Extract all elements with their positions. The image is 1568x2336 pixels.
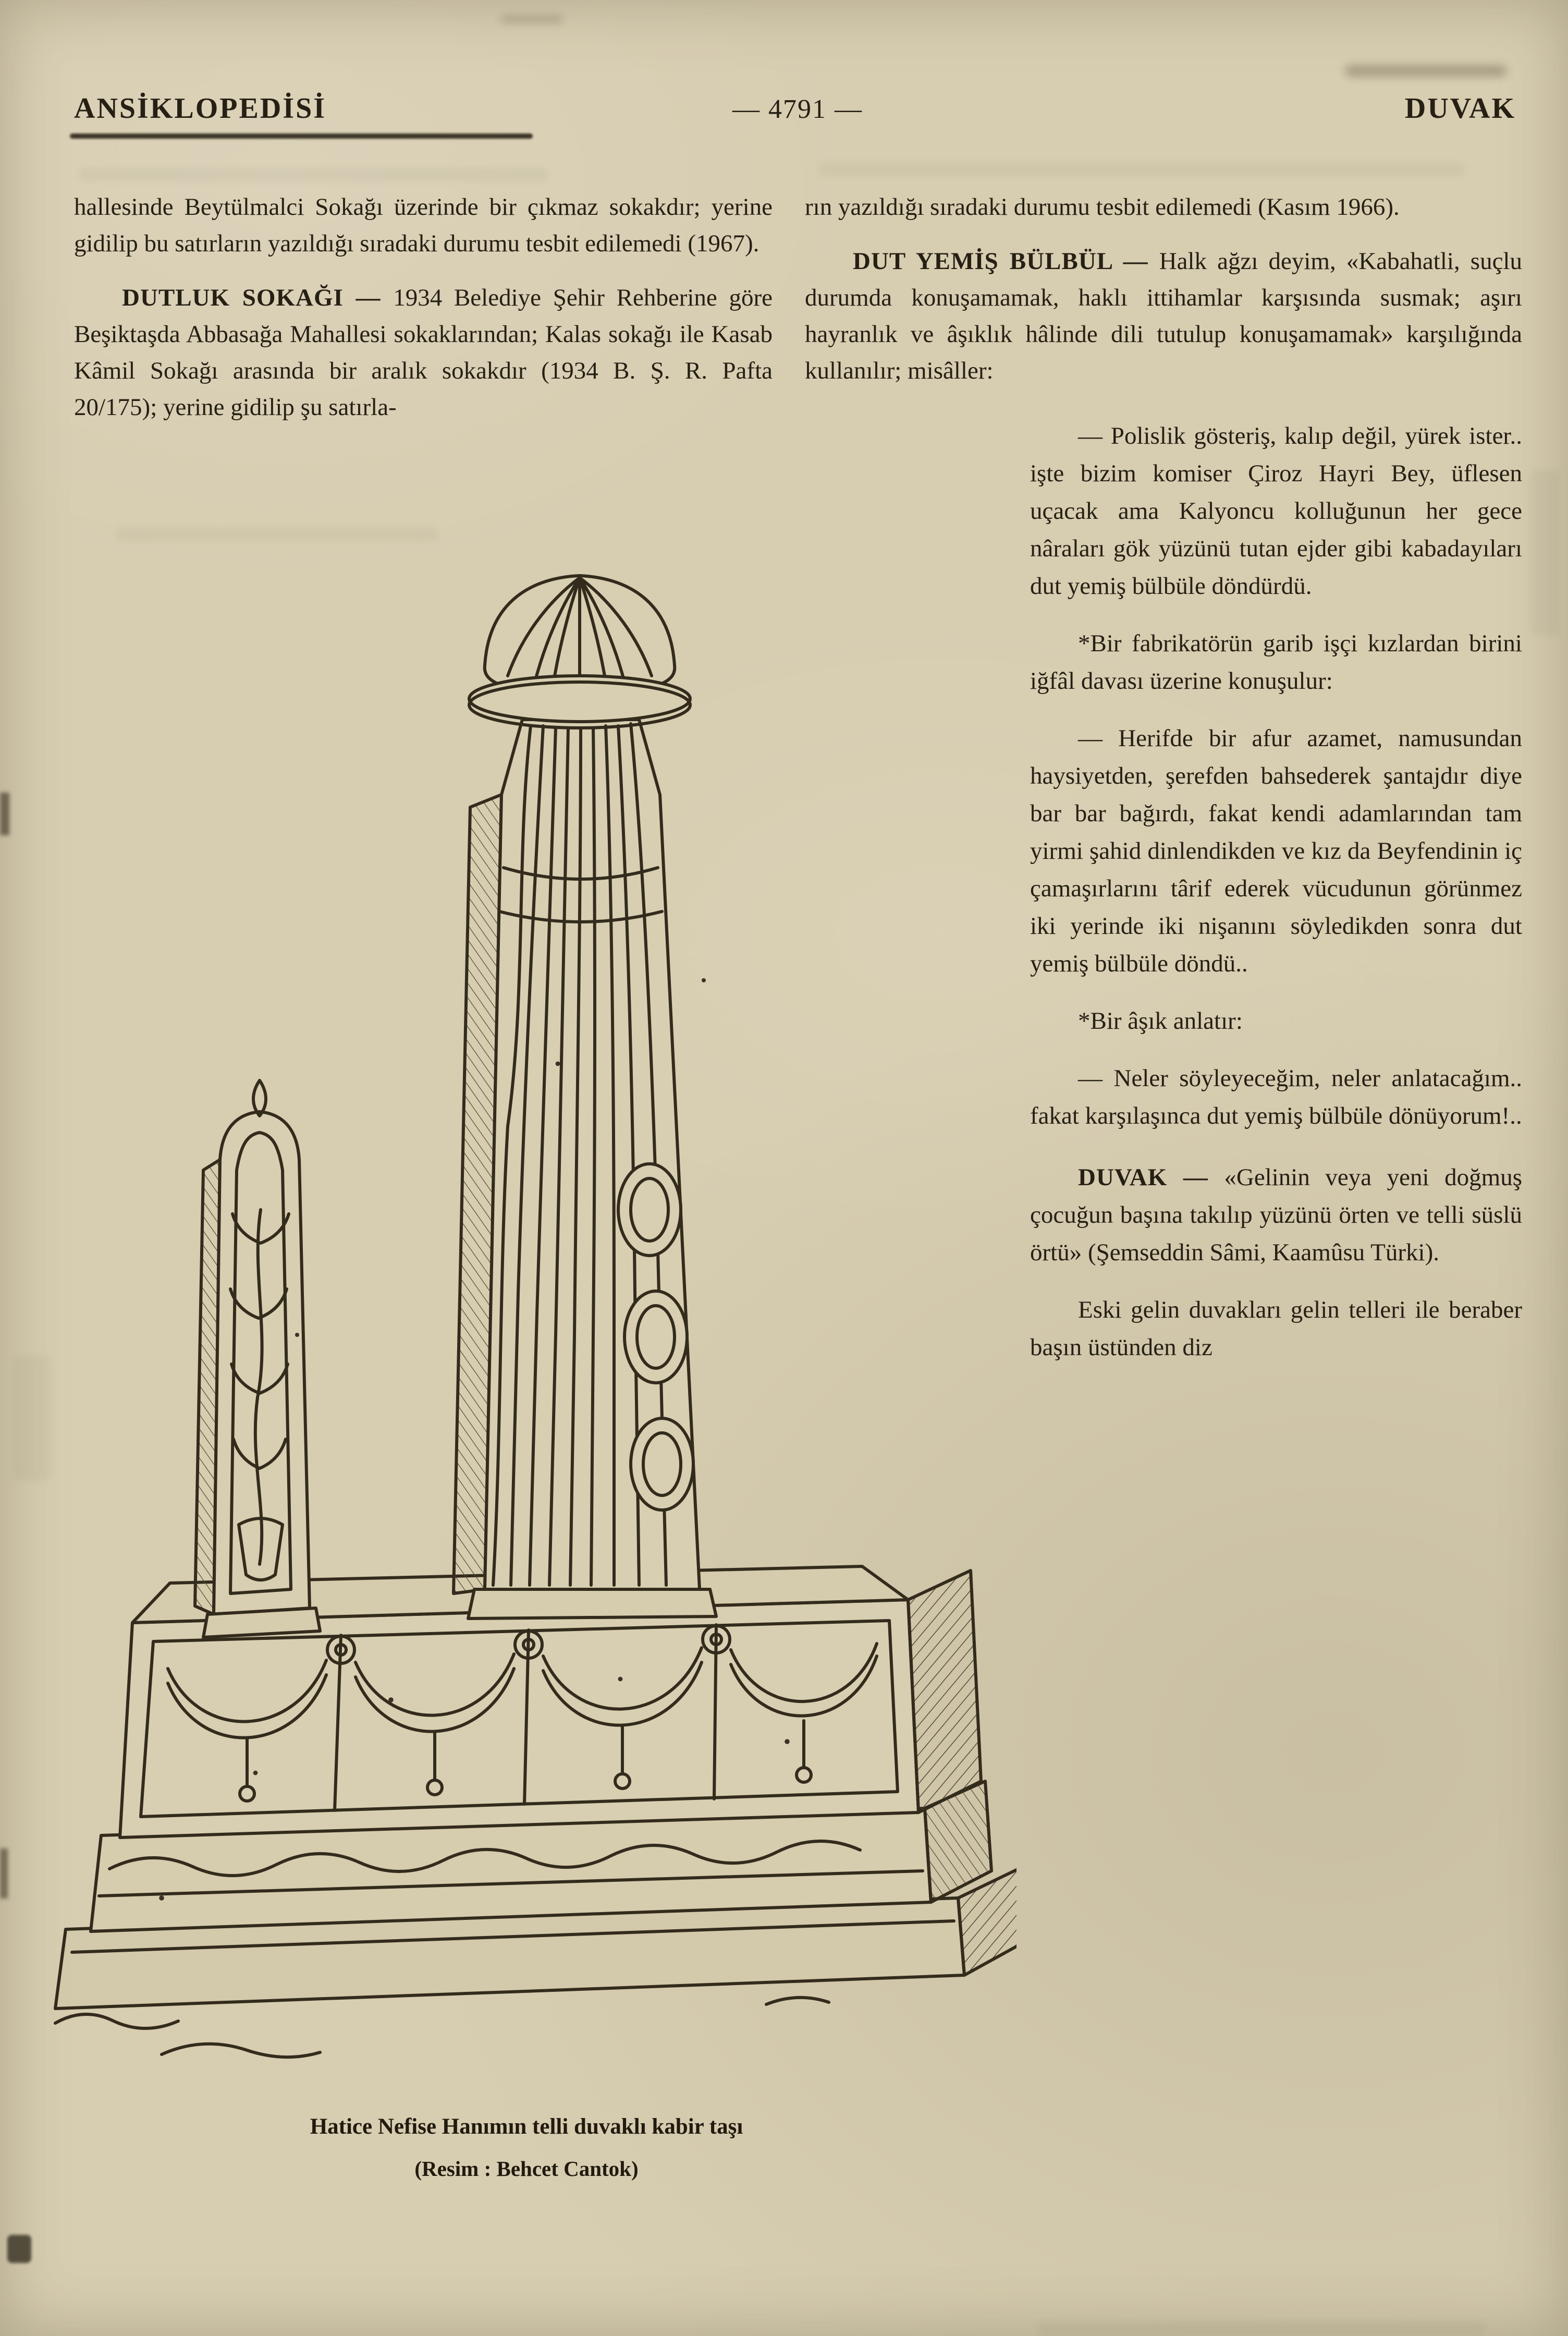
entry-body: «Gelinin veya yeni doğmuş çocuğun başına takılıp yüzünü örten ve telli süslü örtü» (Şemseddin Sâmi, Kaamûsu Türki). [1030, 1164, 1522, 1266]
showthrough-text [818, 163, 1465, 176]
scan-smudge [1345, 66, 1506, 76]
narrow-text-block [1030, 417, 1522, 1366]
header-rule [70, 133, 533, 139]
entry-term: DUVAK — [1078, 1164, 1224, 1191]
paragraph-continuation: rın yazıldığı sıradaki durumu tesbit edilemedi (Kasım 1966). [805, 193, 1400, 221]
scan-mark-left-edge [0, 793, 9, 835]
scan-mark-bottom-corner [7, 2235, 31, 2263]
anecdote-text: — Herifde bir afur azamet, namusundan haysiyetden, şerefden bahsederek şantajdır diye bar bar bağırdı, fakat kendi adamlarından tam yirmi şahid dinlendikden ve kız da Beyfendinin iç çamaşırlarını târif ederek vücudunun görünmez iki yerinde iki nişanını söyledikden sonra dut yemiş bülbüle döndü.. [1030, 725, 1522, 977]
entry-duvak [1030, 1159, 1522, 1271]
showthrough-text [1530, 469, 1560, 636]
right-column [805, 189, 1522, 1386]
example-quote: — Polislik gösteriş, kalıp değil, yürek ister.. işte bizim komiser Çiroz Hayri Bey, üflesen uçacak ama Kalyoncu kolluğunun her gece nâraları gök yüzünü tutan ejder gibi kabadayıları dut yemiş bülbüle döndürdü. [1030, 422, 1522, 600]
figure-caption [83, 2112, 970, 2183]
entry-body: 1934 Belediye Şehir Rehberine göre Beşiktaşda Abbasağa Mahallesi sokaklarından; Kalas sokağı ile Kasab Kâmil Sokağı arasında bir aralık sokakdır (1934 B. Ş. R. Pafta 20/175); yerine gidilip şu satırla- [74, 284, 773, 421]
page-title-right: DUVAK [1404, 92, 1516, 125]
paragraph-continuation: hallesinde Beytülmalci Sokağı üzerinde bir çıkmaz sokakdır; yerine gidilip bu satırların yazıldığı sıradaki durumu tesbit edilemedi (1967). [74, 193, 773, 257]
anecdote-intro: *Bir âşık anlatır: [1078, 1007, 1243, 1035]
entry-continuation: Eski gelin duvakları gelin telleri ile beraber başın üstünden diz [1030, 1296, 1522, 1361]
anecdote-intro: *Bir fabrikatörün garib işçi kızlardan birini iğfâl davası üzerine konuşulur: [1030, 630, 1522, 695]
showthrough-text [78, 168, 547, 181]
entry-dut-yemis-bulbul [805, 243, 1522, 389]
entry-body: Halk ağzı deyim, «Kabahatli, suçlu durumda konuşamamak, haklı ittihamlar karşısında susmak; aşırı hayranlık ve âşıklık hâlinde dili tutulup konuşamamak» karşılığında kullanılır; misâller: [805, 248, 1522, 384]
running-head [74, 92, 1521, 149]
scan-smudge [500, 16, 563, 23]
figure-caption-line2: (Resim : Behcet Cantok) [414, 2157, 639, 2181]
left-column [74, 189, 773, 1386]
figure-caption-line1: Hatice Nefise Hanımın telli duvaklı kabir taşı [310, 2114, 743, 2139]
showthrough-text [1037, 2321, 1486, 2335]
page-number: — 4791 — [732, 94, 863, 124]
anecdote-text: — Neler söyleyeceğim, neler anlatacağım.. fakat karşılaşınca dut yemiş bülbüle dönüyorum!.. [1030, 1065, 1522, 1129]
text-columns [74, 189, 1522, 1386]
entry-dutluk-sokagi [74, 279, 773, 425]
entry-term: DUTLUK SOKAĞI — [122, 284, 394, 311]
scan-mark-left-edge [0, 1848, 8, 1899]
entry-term: DUT YEMİŞ BÜLBÜL — [853, 248, 1159, 275]
page-title-left: ANSİKLOPEDİSİ [74, 92, 327, 125]
